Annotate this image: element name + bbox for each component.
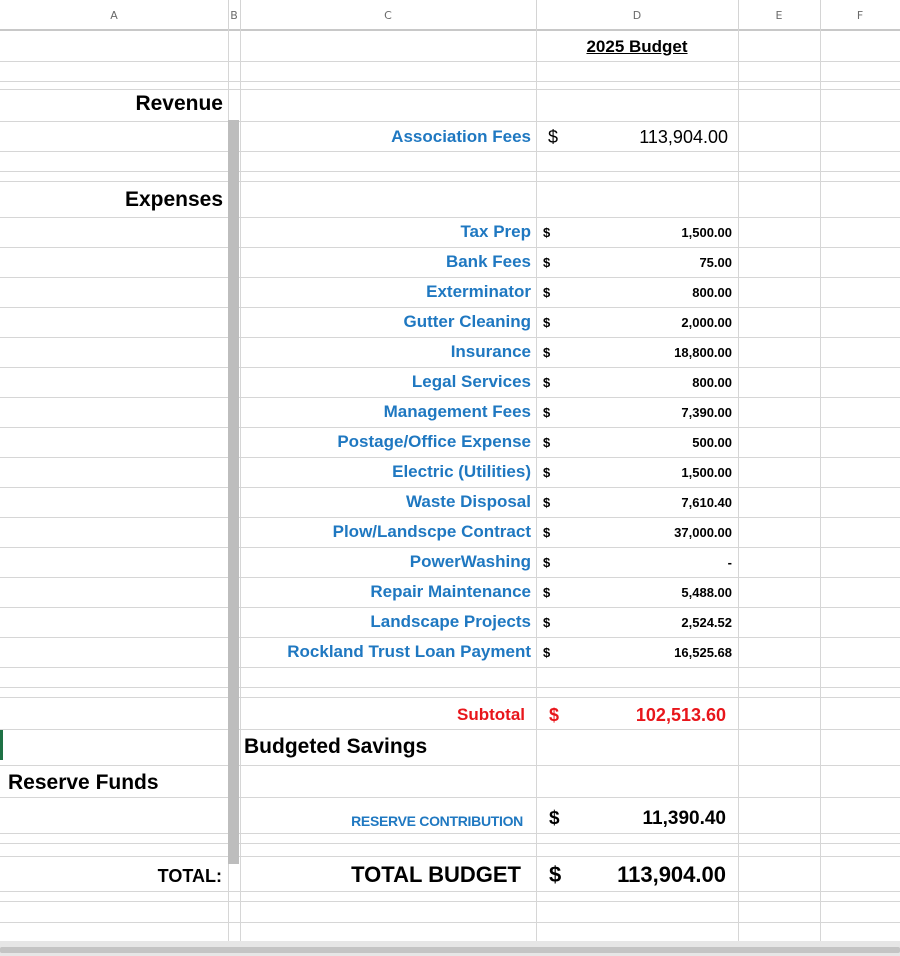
subtotal-amount: 102,513.60 — [635, 705, 726, 725]
expense-amount: 37,000.00 — [674, 525, 732, 540]
association-fees-currency: $ — [548, 127, 559, 147]
expense-amount: 18,800.00 — [674, 345, 732, 360]
column-header-c[interactable]: C — [384, 9, 392, 22]
expense-label: Postage/Office Expense — [337, 432, 531, 451]
expense-currency: $ — [543, 315, 551, 330]
horizontal-scrollbar[interactable] — [0, 941, 900, 956]
expense-currency: $ — [543, 465, 551, 480]
expense-label: Tax Prep — [460, 222, 531, 241]
expense-currency: $ — [543, 495, 551, 510]
subtotal-currency: $ — [549, 705, 560, 725]
expense-currency: $ — [543, 225, 551, 240]
reserve-contribution-currency: $ — [549, 808, 560, 829]
expense-currency: $ — [543, 375, 551, 390]
reserve-contribution-label: RESERVE CONTRIBUTION — [351, 813, 523, 829]
subtotal-label: Subtotal — [457, 705, 525, 724]
total-budget-currency: $ — [549, 862, 562, 887]
revenue-section-label: Revenue — [135, 92, 223, 115]
expense-label: Repair Maintenance — [370, 582, 531, 601]
scrollbar-thumb[interactable] — [0, 947, 900, 953]
expense-currency: $ — [543, 615, 551, 630]
active-row-indicator — [0, 730, 3, 760]
expense-currency: $ — [543, 585, 551, 600]
column-header-b[interactable]: B — [230, 9, 238, 22]
expense-currency: $ — [543, 255, 551, 270]
expense-label: Exterminator — [426, 282, 531, 301]
expense-amount: 800.00 — [692, 285, 732, 300]
expense-currency: $ — [543, 645, 551, 660]
expense-label: Legal Services — [411, 372, 531, 391]
expense-amount: 2,000.00 — [681, 315, 732, 330]
expense-amount: 500.00 — [692, 435, 732, 450]
expense-amount: 1,500.00 — [681, 225, 732, 240]
column-header-f[interactable]: F — [856, 9, 864, 22]
expenses-section-label: Expenses — [124, 188, 223, 211]
column-header-e[interactable]: E — [775, 9, 783, 22]
expense-label: PowerWashing — [409, 552, 531, 571]
expense-amount: 800.00 — [692, 375, 732, 390]
expense-amount: 1,500.00 — [681, 465, 732, 480]
column-b-gray-band — [228, 120, 239, 864]
reserve-contribution-amount: 11,390.40 — [642, 808, 726, 829]
total-row-label: TOTAL: — [157, 866, 222, 886]
expense-amount: 2,524.52 — [681, 615, 732, 630]
expense-amount: 16,525.68 — [674, 645, 732, 660]
expense-label: Electric (Utilities) — [392, 462, 531, 481]
expense-amount: 7,390.00 — [681, 405, 732, 420]
expense-label: Waste Disposal — [405, 492, 531, 511]
expense-amount: 7,610.40 — [681, 495, 732, 510]
expense-currency: $ — [543, 525, 551, 540]
association-fees-label: Association Fees — [391, 127, 531, 146]
expense-label: Landscape Projects — [370, 612, 531, 631]
expense-label: Gutter Cleaning — [403, 312, 531, 331]
column-header-a[interactable]: A — [110, 9, 118, 22]
spreadsheet-grid[interactable] — [0, 31, 900, 941]
total-budget-amount: 113,904.00 — [617, 862, 726, 887]
expense-currency: $ — [543, 555, 551, 570]
total-budget-label: TOTAL BUDGET — [351, 862, 521, 887]
expense-label: Rockland Trust Loan Payment — [287, 642, 531, 661]
reserve-funds-section-label: Reserve Funds — [8, 771, 159, 794]
column-header-d[interactable]: D — [632, 9, 642, 22]
expense-currency: $ — [543, 405, 551, 420]
expense-label: Management Fees — [383, 402, 531, 421]
expense-label: Bank Fees — [445, 252, 531, 271]
expense-amount: - — [727, 555, 732, 570]
column-header-bar — [0, 0, 900, 31]
expense-label: Insurance — [450, 342, 531, 361]
expense-currency: $ — [543, 345, 551, 360]
budget-year-heading: 2025 Budget — [586, 37, 688, 56]
expense-label: Plow/Landscpe Contract — [332, 522, 531, 541]
budgeted-savings-label: Budgeted Savings — [244, 735, 428, 758]
expense-amount: 5,488.00 — [681, 585, 732, 600]
expense-currency: $ — [543, 285, 551, 300]
expense-currency: $ — [543, 435, 551, 450]
expense-amount: 75.00 — [699, 255, 732, 270]
association-fees-amount: 113,904.00 — [639, 127, 728, 147]
